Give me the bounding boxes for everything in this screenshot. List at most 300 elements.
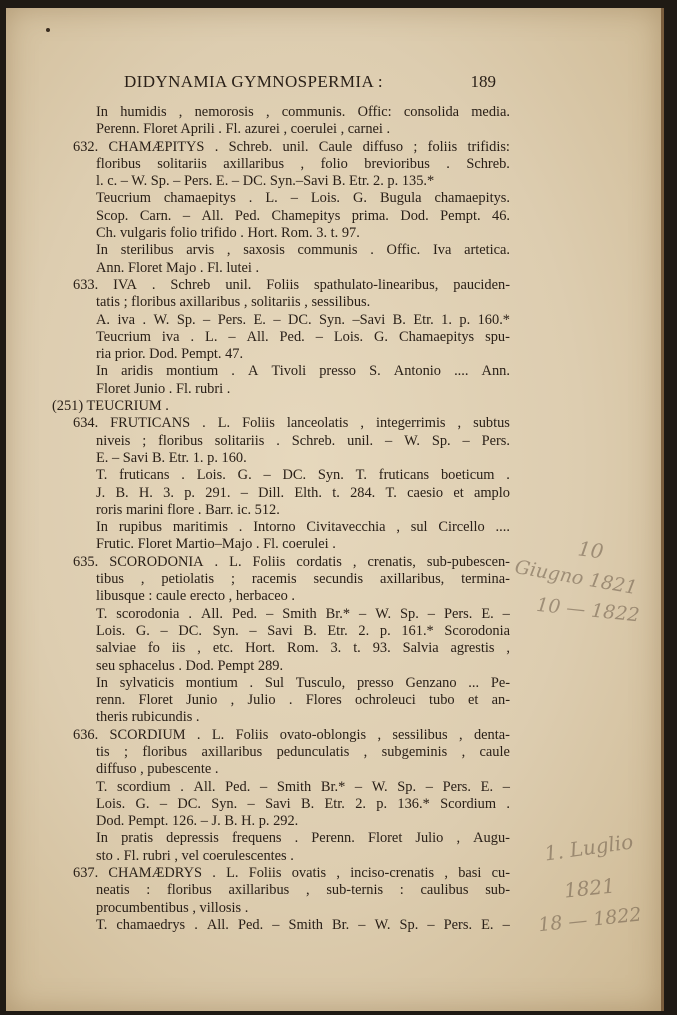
text-line-content: E. – Savi B. Etr. 1. p. 160. (96, 449, 247, 466)
text-word: ; (413, 138, 418, 155)
text-word: ovatis (291, 865, 327, 882)
text-line (52, 485, 510, 502)
text-word: 161.* (401, 622, 434, 639)
text-word: Tivoli (271, 363, 307, 380)
text-word: ; (123, 743, 128, 760)
text-word: p. (184, 484, 195, 501)
text-word: J. (96, 484, 106, 501)
text-word: chamaepitys. (434, 190, 510, 207)
text-word: All. (206, 916, 229, 933)
text-word: B. (392, 311, 406, 328)
text-line (52, 779, 510, 796)
text-line (52, 623, 510, 640)
text-word: frequens (231, 830, 282, 847)
text-word: Rom. (286, 640, 319, 657)
text-word: unil. (282, 138, 309, 155)
text-word: Foliis (235, 726, 269, 743)
text-word: agrestis (450, 640, 495, 657)
text-line (52, 467, 510, 484)
text-word: renn. (96, 692, 126, 709)
text-word: – (502, 778, 510, 795)
text-word: . (188, 605, 193, 622)
text-word: Hort. (245, 640, 276, 657)
text-word: Foliis (248, 865, 282, 882)
text-word: subgeminis (381, 743, 448, 760)
text-word: – (358, 916, 366, 933)
text-word: ; (142, 432, 147, 449)
text-line (52, 692, 510, 709)
text-word: , (336, 865, 340, 882)
text-word: Pers. (443, 916, 473, 933)
page-number: 189 (470, 72, 496, 91)
text-word: Julio (247, 692, 276, 709)
text-line (52, 900, 510, 917)
text-word: – (290, 190, 298, 207)
text-word: Dod. (400, 207, 429, 224)
text-word: – (315, 328, 323, 345)
text-word: Offic: (357, 104, 392, 120)
marginal-note: Giugno 1821 (513, 556, 639, 600)
text-word: t. (332, 484, 340, 501)
text-word: 93. (372, 640, 391, 657)
text-word: Scordium (440, 795, 497, 812)
text-word: E. (480, 778, 494, 795)
text-word: Sp. (431, 432, 451, 449)
text-line (52, 658, 510, 675)
text-word: SCORODONIA (109, 553, 204, 570)
text-line (52, 727, 510, 744)
text-word: – (462, 432, 470, 449)
text-word: presso (356, 674, 394, 691)
text-word: . (214, 553, 219, 570)
text-word: sul (410, 519, 428, 536)
text-word: artetica. (464, 242, 510, 259)
text-word: Pempt. (440, 207, 481, 224)
text-word: Lois. (96, 795, 126, 812)
text-word: . (248, 190, 253, 207)
text-word: SCORDIUM (109, 726, 186, 743)
text-word: secundis (313, 571, 364, 588)
text-word: tibus (96, 571, 124, 588)
text-word: DC. (178, 622, 202, 639)
text-word: Sul (264, 674, 285, 691)
text-word: . (506, 467, 510, 484)
text-word: –Savi (352, 311, 386, 328)
text-word: IVA (113, 276, 137, 293)
text-word: . (181, 467, 185, 484)
text-word: arvis (186, 242, 215, 259)
text-line (52, 208, 510, 225)
text-word: Syn. (319, 311, 346, 328)
text-word: G. (352, 190, 367, 207)
text-word: caulibus (420, 882, 469, 899)
text-word: B. (115, 484, 129, 501)
text-word: , (377, 726, 382, 743)
text-word: 284. (350, 484, 376, 501)
text-word: . (202, 415, 206, 432)
text-word: Floret (138, 692, 173, 709)
text-word: 632. (73, 138, 99, 155)
text-line-content: procumbentibus , villosis . (96, 899, 249, 916)
text-line (52, 173, 510, 190)
text-word: – (249, 622, 257, 639)
text-word: T. (96, 778, 108, 795)
text-word: T. (355, 467, 367, 484)
text-word: Etr. (413, 311, 434, 328)
text-line (52, 433, 510, 450)
text-word: floribus (158, 432, 203, 449)
text-line (52, 796, 510, 813)
text-line-content: Ch. vulgaris folio trifido . Hort. Rom. 3. t. 97. (96, 225, 360, 242)
text-word: chamaepitys (163, 190, 236, 207)
text-word: niveis (96, 432, 131, 449)
book-page (6, 8, 664, 1011)
text-word: – (502, 916, 510, 933)
text-word: In (96, 363, 108, 380)
text-word: E. (253, 311, 266, 328)
text-line (52, 346, 510, 363)
text-word: Etr. (327, 622, 348, 639)
text-line-content: Frutic. Floret Martio–Majo . Fl. coerulei . (96, 536, 336, 553)
text-word: S. (369, 363, 381, 380)
text-line (52, 277, 510, 294)
text-word: sylvaticis (119, 674, 175, 691)
text-line (52, 882, 510, 899)
text-line (52, 848, 510, 865)
text-word: . (276, 432, 280, 449)
text-word: .... (495, 519, 510, 536)
text-line-content: l. c. – W. Sp. – Pers. E. – DC. Syn.–Savi B. Etr. 2. p. 135.* (96, 173, 435, 190)
text-word: DC. (287, 311, 312, 328)
text-word: Scop. (96, 207, 129, 224)
text-word: cordatis (296, 553, 342, 570)
text-word: Genzano (405, 674, 457, 691)
text-word: etc. (212, 640, 234, 657)
text-word: floribus (96, 155, 141, 172)
text-word: tubo (429, 692, 455, 709)
text-word: 634. (73, 415, 99, 432)
text-word: communis. (281, 104, 346, 120)
text-word: – (263, 467, 271, 484)
text-word: , (197, 640, 201, 657)
text-word: p. (376, 795, 388, 812)
text-word: In (96, 104, 108, 120)
text-word: cu- (491, 865, 510, 882)
text-word: solitariis (157, 155, 207, 172)
text-word: , (178, 104, 183, 120)
text-line (52, 450, 510, 467)
text-word: depressis (166, 830, 219, 847)
text-word: neatis (96, 882, 130, 899)
text-word: Lois. (96, 622, 126, 639)
text-line (52, 190, 510, 207)
text-word: Ann. (481, 363, 510, 380)
text-line-content: Dod. Pempt. 126. – J. B. H. p. 292. (96, 813, 299, 830)
text-word: 637. (73, 865, 99, 882)
ink-spot (46, 28, 50, 32)
text-word: W. (371, 778, 388, 795)
text-word: Tusculo, (295, 674, 346, 691)
text-word: . (506, 795, 510, 812)
text-line (52, 260, 510, 277)
text-word: Floret (367, 830, 403, 847)
text-word: Pers. (442, 778, 471, 795)
text-word: Teucrium (96, 328, 151, 345)
text-word: sub-ternis (326, 882, 384, 899)
text-word: CHAMÆPITYS (108, 138, 205, 155)
text-word: Circello (438, 519, 485, 536)
text-word: Teucrium (96, 190, 151, 207)
text-line-content: ria prior. Dod. Pempt. 47. (96, 346, 244, 363)
text-word: . (194, 916, 198, 933)
text-line (52, 415, 510, 432)
text-word: an- (491, 692, 510, 709)
text-word: – (427, 605, 435, 622)
text-word: Ped. (279, 328, 305, 345)
text-word: Ped. (225, 778, 251, 795)
text-word: B. (303, 622, 317, 639)
text-word: Offic. (386, 242, 421, 259)
text-word: foliis (427, 138, 458, 155)
text-word: 2. (355, 795, 366, 812)
text-word: subtus (473, 415, 510, 432)
text-word: Chamaepitys (399, 328, 475, 345)
text-word: Sp. (399, 916, 419, 933)
text-word: ovato-oblongis (279, 726, 367, 743)
text-word: sub- (485, 882, 510, 899)
text-word: lanceolatis (286, 415, 349, 432)
text-word: T. (96, 916, 108, 933)
text-word: , (352, 553, 357, 570)
text-word: montium (185, 674, 238, 691)
text-word: , (396, 519, 400, 536)
text-word: CHAMÆDRYS (108, 865, 202, 882)
text-word: – (259, 778, 268, 795)
text-word: Smith (288, 916, 323, 933)
text-word: Etr. (324, 795, 345, 812)
marginal-note: 10 (576, 536, 605, 564)
text-word: G. (135, 795, 150, 812)
text-word: Pers. (217, 311, 247, 328)
text-word: FRUTICANS (110, 415, 191, 432)
text-word: 2. (358, 622, 370, 639)
text-word: Syn. (212, 622, 239, 639)
text-word: . (294, 830, 299, 847)
text-word: Dill. (258, 484, 285, 501)
text-word: . (151, 276, 156, 293)
text-word: Sp. (400, 605, 419, 622)
text-word: floribus (167, 882, 212, 899)
text-word: In (96, 674, 108, 691)
text-word: Foliis (266, 276, 300, 293)
text-line-content: (251) TEUCRIUM . (52, 398, 169, 415)
text-word: . (212, 865, 216, 882)
text-word: et (453, 484, 464, 501)
text-word: . (231, 363, 235, 380)
text-word: communis (297, 242, 358, 259)
text-word: – (354, 778, 363, 795)
marginal-note: 10 — 1822 (535, 593, 641, 627)
text-word: tis (96, 743, 110, 760)
text-word: E. (481, 605, 494, 622)
text-word: spathulato-linearibus, (314, 276, 439, 293)
text-line (52, 398, 510, 415)
text-line (52, 363, 510, 380)
text-word: Schreb. (228, 138, 273, 155)
running-title: DIDYNAMIA GYMNOSPERMIA : (124, 72, 383, 91)
text-word: L. (229, 553, 242, 570)
text-word: .... (454, 363, 469, 380)
text-word: Syn. (317, 467, 344, 484)
text-word: consolida (403, 104, 460, 120)
text-word: Savi (267, 622, 293, 639)
text-line (52, 830, 510, 847)
text-word: pauciden- (453, 276, 510, 293)
text-word: In (96, 242, 108, 259)
text-word: . (370, 242, 374, 259)
text-word: t. (353, 640, 361, 657)
text-word: Intorno (253, 519, 296, 536)
text-word: – (160, 622, 168, 639)
text-line-content: Perenn. Floret Aprili . Fl. azurei , coerulei , carnei . (96, 121, 391, 138)
text-word: fruticans (119, 467, 170, 484)
text-word: T. (385, 484, 397, 501)
text-word: DC. (282, 467, 307, 484)
text-line (52, 121, 510, 138)
text-word: . (446, 155, 450, 172)
text-word: Syn. (211, 795, 238, 812)
text-word: , (230, 692, 235, 709)
marginal-note: 1821 (562, 873, 617, 903)
text-word: Perenn. (311, 830, 355, 847)
text-word: Smith (276, 778, 312, 795)
text-line (52, 242, 510, 259)
text-word: , (300, 155, 305, 172)
text-word: , (363, 743, 368, 760)
text-word: sessilibus (392, 726, 448, 743)
text-word: Civitavecchia (306, 519, 386, 536)
text-word: Ped. (231, 605, 258, 622)
text-word: , (305, 882, 310, 899)
text-word: inciso-crenatis (350, 865, 435, 882)
text-word: Augu- (473, 830, 510, 847)
text-word: Junio (186, 692, 218, 709)
text-word: – (273, 311, 281, 328)
text-word: Pers. (481, 432, 510, 449)
text-word: Schreb. (291, 432, 336, 449)
text-word: iis (171, 640, 186, 657)
text-word: floribus (142, 743, 188, 760)
text-word: – (272, 916, 280, 933)
text-word: Bugula (379, 190, 422, 207)
text-word: axillaribus (228, 882, 290, 899)
text-word: nemorosis (194, 104, 254, 120)
text-line (52, 536, 510, 553)
text-word: Antonio (393, 363, 441, 380)
text-line (52, 104, 510, 121)
text-line (52, 156, 510, 173)
text-line-content: roris marini flore . Barr. ic. 512. (96, 501, 280, 518)
text-word: 3. (330, 640, 342, 657)
text-word: Ped. (237, 916, 264, 933)
text-line (52, 865, 510, 882)
text-line (52, 554, 510, 571)
text-word: , (360, 415, 365, 432)
text-word: . (180, 778, 184, 795)
page-header (124, 72, 496, 94)
text-word: Br.* (325, 605, 351, 622)
text-word: : (399, 882, 404, 899)
text-word: Sp. (176, 311, 196, 328)
text-word: 3. (163, 484, 174, 501)
text-word: 46. (492, 207, 510, 224)
text-word: prima. (351, 207, 389, 224)
text-word: – (385, 432, 393, 449)
text-word: All. (201, 605, 223, 622)
text-word: L. (211, 726, 225, 743)
text-word: unil. (225, 276, 252, 293)
text-word: et (467, 692, 479, 709)
body-text (52, 104, 510, 934)
text-word: rupibus (118, 519, 162, 536)
text-word: , (458, 726, 463, 743)
text-word: . (142, 311, 147, 328)
marginal-note: 1. Luglio (542, 829, 635, 866)
text-word: B. (300, 795, 315, 812)
text-word: Lois. (333, 328, 364, 345)
text-word: Foliis (242, 415, 275, 432)
text-word: H. (138, 484, 153, 501)
text-word: . (190, 328, 195, 345)
text-line-content: diffuso , pubescente . (96, 761, 219, 778)
text-line (52, 813, 510, 830)
text-word: In (96, 519, 108, 536)
text-word: Flores (305, 692, 342, 709)
text-word: montium (166, 363, 219, 380)
text-word: racemis (251, 571, 297, 588)
text-word: – (228, 328, 236, 345)
text-word: boeticum (440, 467, 495, 484)
text-word: unil. (347, 432, 374, 449)
text-word: – (502, 605, 510, 622)
text-word: 1. (441, 311, 452, 328)
text-word: . (288, 692, 293, 709)
text-word: Foliis (252, 553, 286, 570)
text-word: caule (479, 743, 510, 760)
text-word: L. (265, 190, 278, 207)
text-word: , (506, 640, 510, 657)
text-word: E. (481, 916, 494, 933)
text-word: , (140, 571, 145, 588)
text-word: Lois. (310, 190, 341, 207)
text-word: maritimis (172, 519, 228, 536)
text-word: All. (246, 328, 269, 345)
text-word: Chamepitys (271, 207, 341, 224)
text-word: diffuso (362, 138, 404, 155)
text-word: Julio (415, 830, 444, 847)
text-word: Caule (318, 138, 353, 155)
text-word: Carn. (139, 207, 172, 224)
text-line-content: libusque : caule erecto , herbaceo . (96, 588, 295, 605)
text-word: Iva (432, 242, 452, 259)
text-word: , (461, 743, 466, 760)
text-line-content: theris rubicundis . (96, 709, 200, 726)
text-word: – (359, 605, 367, 622)
text-word: denta- (473, 726, 510, 743)
text-line (52, 312, 510, 329)
text-word: – (247, 795, 255, 812)
text-word: W. (374, 916, 391, 933)
